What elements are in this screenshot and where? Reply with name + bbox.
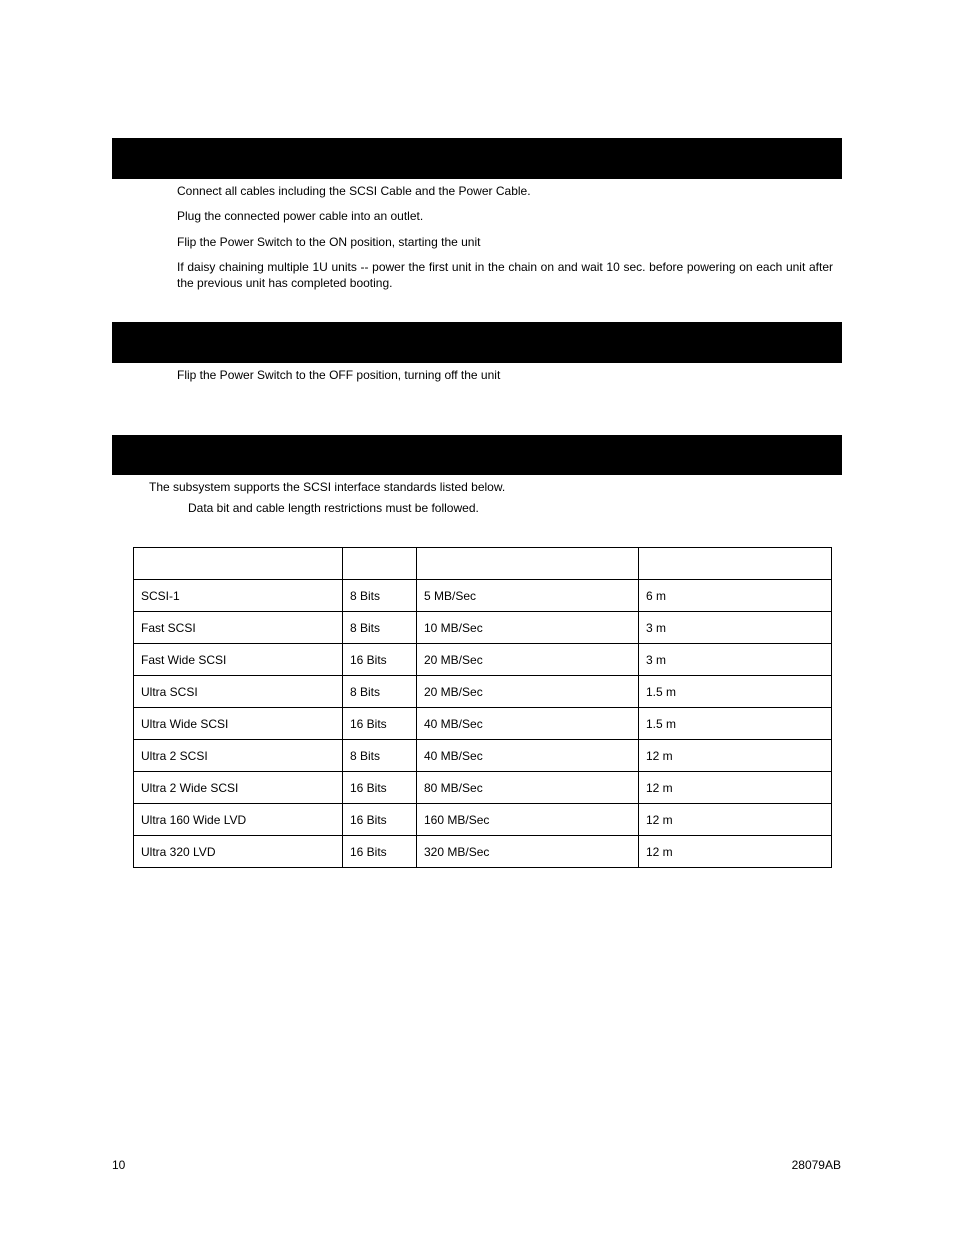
cell-transfer-rate: 5 MB/Sec <box>417 580 639 612</box>
cell-transfer-rate: 80 MB/Sec <box>417 772 639 804</box>
power-on-step-4: If daisy chaining multiple 1U units -- power the first unit in the chain on and wait 10 sec. before powering on each unit after the previous unit has completed booting. <box>177 260 833 290</box>
cell-cable-length: 12 m <box>639 740 832 772</box>
cell-data-bits: 8 Bits <box>343 580 417 612</box>
header-cell-data-bits <box>343 548 417 580</box>
cell-transfer-rate: 320 MB/Sec <box>417 836 639 868</box>
cell-transfer-rate: 160 MB/Sec <box>417 804 639 836</box>
scsi-note-text: Data bit and cable length restrictions must be followed. <box>188 501 479 515</box>
cell-interface: Fast Wide SCSI <box>134 644 343 676</box>
section-header-bar-scsi <box>112 435 842 475</box>
table-row <box>134 580 832 612</box>
cell-interface: Ultra 320 LVD <box>134 836 343 868</box>
page-number: 10 <box>112 1158 126 1172</box>
cell-transfer-rate: 40 MB/Sec <box>417 708 639 740</box>
cell-data-bits: 16 Bits <box>343 644 417 676</box>
scsi-standards-table <box>133 547 832 868</box>
section-header-bar-power-on <box>112 138 842 179</box>
header-cell-cable-length <box>639 548 832 580</box>
power-on-step-2: Plug the connected power cable into an outlet. <box>177 209 424 223</box>
table-row <box>134 612 832 644</box>
cell-cable-length: 3 m <box>639 644 832 676</box>
cell-data-bits: 16 Bits <box>343 836 417 868</box>
cell-data-bits: 8 Bits <box>343 740 417 772</box>
power-on-step-1: Connect all cables including the SCSI Cable and the Power Cable. <box>177 184 531 198</box>
cell-interface: Fast SCSI <box>134 612 343 644</box>
section-header-bar-power-off <box>112 322 842 363</box>
table-row <box>134 740 832 772</box>
cell-interface: Ultra SCSI <box>134 676 343 708</box>
scsi-intro-text: The subsystem supports the SCSI interface standards listed below. <box>149 480 506 494</box>
table-header-row <box>134 548 832 580</box>
cell-cable-length: 12 m <box>639 772 832 804</box>
power-on-step-3: Flip the Power Switch to the ON position, starting the unit <box>177 235 481 249</box>
cell-transfer-rate: 20 MB/Sec <box>417 644 639 676</box>
cell-data-bits: 8 Bits <box>343 676 417 708</box>
table-row <box>134 836 832 868</box>
cell-data-bits: 8 Bits <box>343 612 417 644</box>
table-row <box>134 676 832 708</box>
header-cell-interface <box>134 548 343 580</box>
table-row <box>134 772 832 804</box>
document-code: 28079AB <box>791 1158 841 1172</box>
cell-interface: Ultra 2 Wide SCSI <box>134 772 343 804</box>
cell-cable-length: 6 m <box>639 580 832 612</box>
cell-interface: Ultra 2 SCSI <box>134 740 343 772</box>
cell-cable-length: 1.5 m <box>639 676 832 708</box>
cell-data-bits: 16 Bits <box>343 804 417 836</box>
cell-cable-length: 1.5 m <box>639 708 832 740</box>
cell-cable-length: 12 m <box>639 836 832 868</box>
table-row <box>134 708 832 740</box>
cell-interface: SCSI-1 <box>134 580 343 612</box>
table-row <box>134 804 832 836</box>
cell-transfer-rate: 10 MB/Sec <box>417 612 639 644</box>
cell-interface: Ultra 160 Wide LVD <box>134 804 343 836</box>
table-row <box>134 644 832 676</box>
cell-transfer-rate: 40 MB/Sec <box>417 740 639 772</box>
header-cell-transfer-rate <box>417 548 639 580</box>
cell-data-bits: 16 Bits <box>343 708 417 740</box>
cell-data-bits: 16 Bits <box>343 772 417 804</box>
cell-cable-length: 3 m <box>639 612 832 644</box>
power-off-step-1: Flip the Power Switch to the OFF position, turning off the unit <box>177 368 501 382</box>
cell-interface: Ultra Wide SCSI <box>134 708 343 740</box>
cell-cable-length: 12 m <box>639 804 832 836</box>
cell-transfer-rate: 20 MB/Sec <box>417 676 639 708</box>
